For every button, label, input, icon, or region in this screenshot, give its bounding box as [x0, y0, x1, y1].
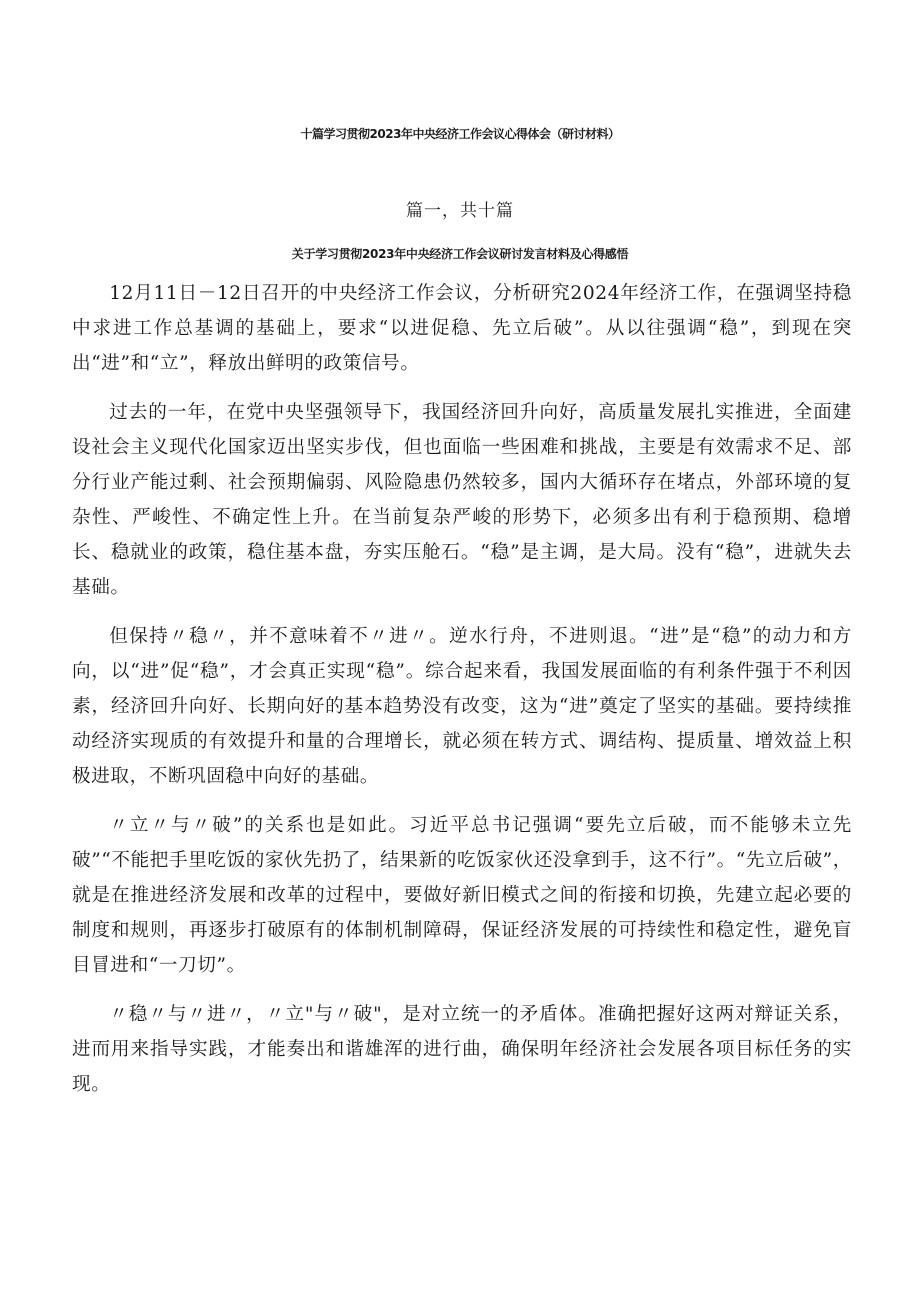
paragraph: 过去的一年，在党中央坚强领导下，我国经济回升向好，高质量发展扎实推进，全面建设社会主义现代化国家迈出坚实步伐，但也面临一些困难和挑战，主要是有效需求不足、部分行业产能过剩、社会预期偏弱、风险隐患仍然较多，国内大循环存在堵点，外部环境的复杂性、严峻性、不确定性上升。在当前复杂严峻的形势下，必须多出有利于稳预期、稳增长、稳就业的政策，稳住基本盘，夯实压舱石。“稳”是主调，是大局。没有“稳”，进就失去基础。 [72, 402, 852, 598]
paragraph: 〃稳〃与〃进〃，〃立"与〃破"，是对立统一的矛盾体。准确把握好这两对辩证关系，进而用来指导实践，才能奏出和谐雄浑的进行曲，确保明年经济社会发展各项目标任务的实现。 [72, 1004, 852, 1095]
document-title: 十篇学习贯彻2023年中央经济工作会议心得体会（研讨材料） [300, 127, 620, 141]
paragraph: 12月11日－12日召开的中央经济工作会议，分析研究2024年经济工作，在强调坚持稳中求进工作总基调的基础上，要求“以进促稳、先立后破”。从以往强调“稳”，到现在突出“进”和“立”，释放出鲜明的政策信号。 [72, 283, 852, 374]
section-label: 篇一，共十篇 [406, 201, 514, 221]
document-body [72, 276, 852, 1116]
article-title: 关于学习贯彻2023年中央经济工作会议研讨发言材料及心得感悟 [291, 247, 629, 261]
paragraph: 〃立〃与〃破”的关系也是如此。习近平总书记强调“要先立后破，而不能够未立先破”“不能把手里吃饭的家伙先扔了，结果新的吃饭家伙还没拿到手，这不行”。“先立后破”，就是在推进经济发展和改革的过程中，要做好新旧模式之间的衔接和切换，先建立起必要的制度和规则，再逐步打破原有的体制机制障碍，保证经济发展的可持续性和稳定性，避免盲目冒进和“一刀切”。 [72, 815, 852, 976]
paragraph: 但保持〃稳〃，并不意味着不〃进〃。逆水行舟，不进则退。“进”是“稳”的动力和方向，以“进”促“稳”，才会真正实现“稳”。综合起来看，我国发展面临的有利条件强于不利因素，经济回升向好、长期向好的基本趋势没有改变，这为“进”奠定了坚实的基础。要持续推动经济实现质的有效提升和量的合理增长，就必须在转方式、调结构、提质量、增效益上积极进取，不断巩固稳中向好的基础。 [72, 626, 852, 787]
